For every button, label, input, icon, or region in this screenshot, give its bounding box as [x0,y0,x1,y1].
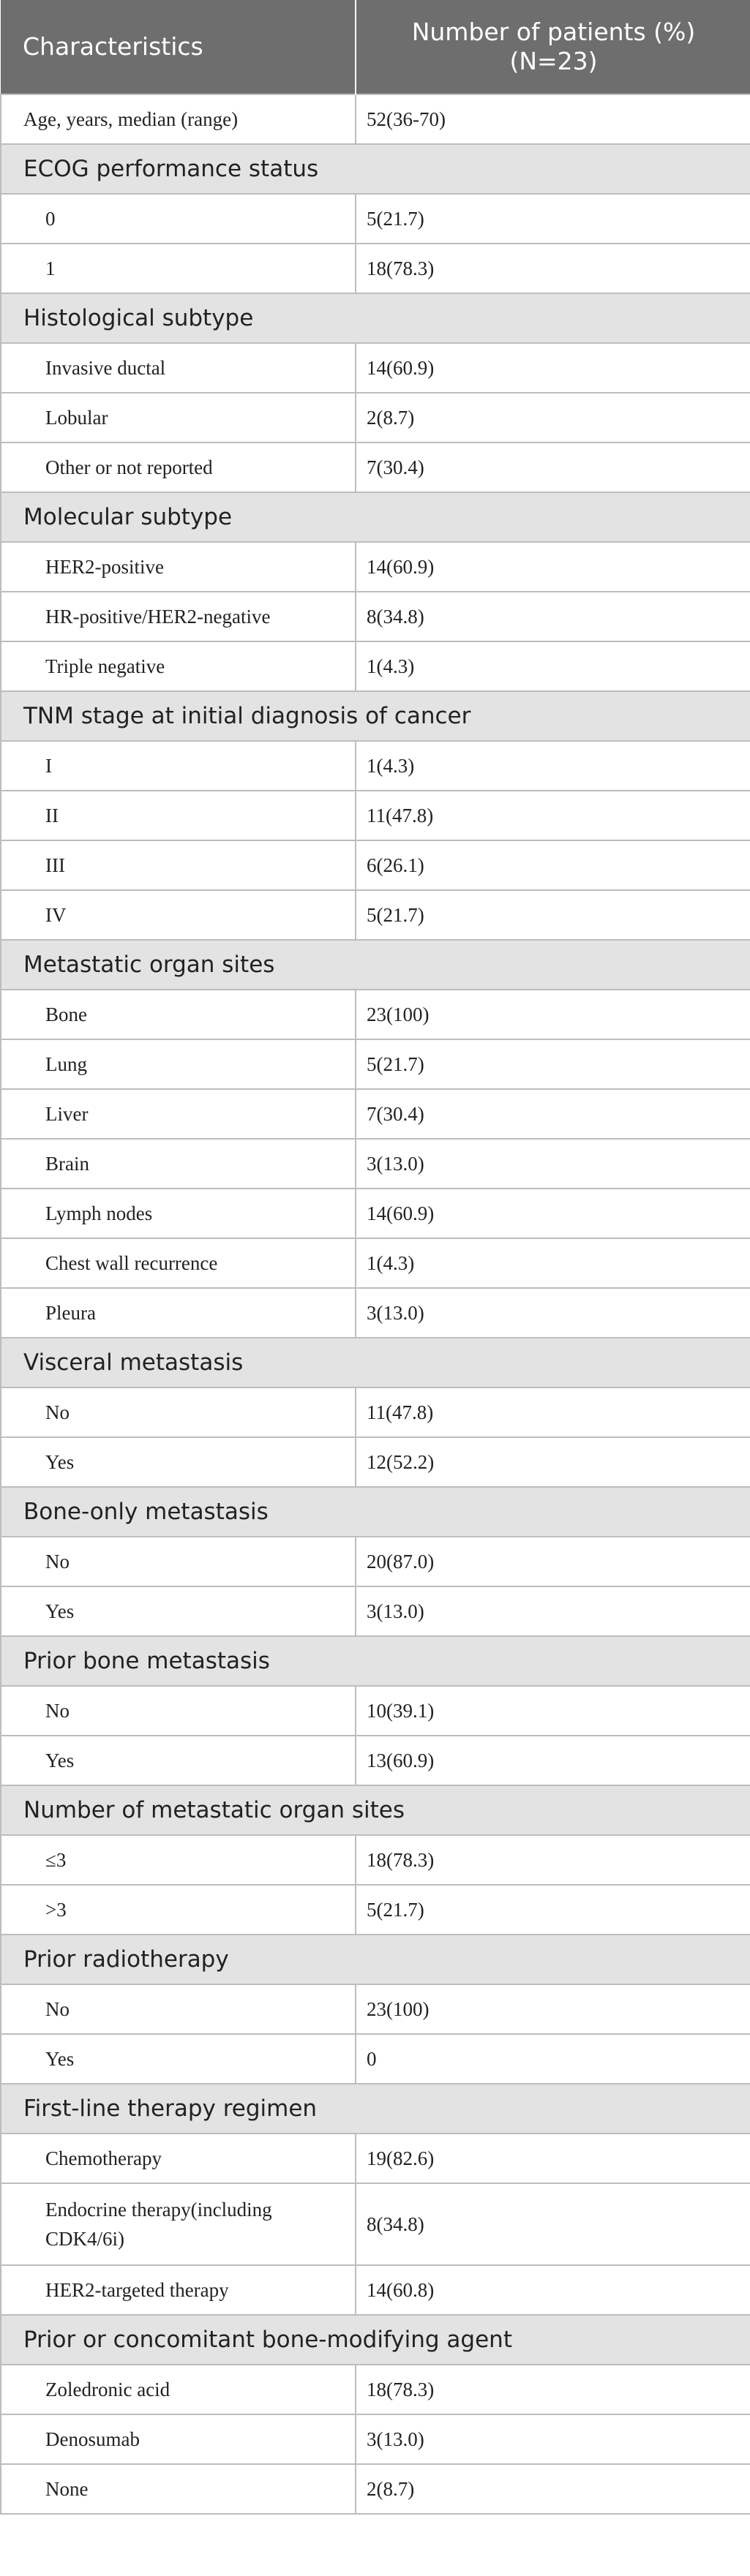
row-label: Yes [1,1736,356,1785]
section-header-row [1,1785,750,1835]
row-label: >3 [1,1885,356,1935]
row-value: 23(100) [356,1984,750,2034]
row-label: Lymph nodes [1,1189,356,1238]
table-body [1,94,750,2514]
section-title: TNM stage at initial diagnosis of cancer [1,691,750,741]
row-value: 8(34.8) [356,592,750,641]
table-row [1,343,750,393]
table-row-age [1,94,750,144]
row-value: 3(13.0) [356,1586,750,1636]
header-characteristics: Characteristics [1,0,356,94]
section-header-row [1,940,750,990]
row-label: HER2-positive [1,542,356,592]
section-title: Number of metastatic organ sites [1,1785,750,1835]
table-row [1,741,750,791]
row-value: 52(36-70) [356,94,750,144]
section-header-row [1,1636,750,1686]
row-label: 0 [1,194,356,244]
table-row [1,791,750,840]
table-row [1,194,750,244]
table-row [1,1586,750,1636]
table-row [1,542,750,592]
row-value: 0 [356,2034,750,2084]
row-label: Triple negative [1,641,356,691]
row-label: Zoledronic acid [1,2365,356,2414]
row-value: 11(47.8) [356,1387,750,1437]
row-label: Lung [1,1039,356,1089]
row-label: Other or not reported [1,442,356,492]
row-label: 1 [1,244,356,293]
row-value: 10(39.1) [356,1686,750,1736]
table-row [1,1686,750,1736]
row-value: 5(21.7) [356,194,750,244]
row-value: 7(30.4) [356,442,750,492]
row-value: 14(60.9) [356,542,750,592]
table-row [1,2365,750,2414]
section-title: Visceral metastasis [1,1338,750,1387]
table-row [1,1288,750,1338]
table-row [1,1039,750,1089]
table-row [1,2034,750,2084]
row-label: Endocrine therapy(including CDK4/6i) [1,2183,356,2265]
row-value: 18(78.3) [356,2365,750,2414]
row-label: Denosumab [1,2414,356,2464]
row-value: 1(4.3) [356,741,750,791]
table-header-row [1,0,750,94]
section-title: ECOG performance status [1,144,750,194]
table-row [1,1139,750,1189]
row-value: 14(60.9) [356,1189,750,1238]
table-row [1,1835,750,1885]
row-label: Brain [1,1139,356,1189]
row-value: 18(78.3) [356,244,750,293]
row-value: 3(13.0) [356,1288,750,1338]
row-label: Yes [1,1437,356,1487]
table-row [1,2183,750,2265]
row-label: HR-positive/HER2-negative [1,592,356,641]
section-header-row [1,1338,750,1387]
table-row [1,2464,750,2514]
section-header-row [1,2084,750,2134]
table-row [1,1736,750,1785]
row-label: Pleura [1,1288,356,1338]
row-value: 2(8.7) [356,393,750,442]
table-row [1,1189,750,1238]
section-title: Metastatic organ sites [1,940,750,990]
row-label: III [1,840,356,890]
row-value: 19(82.6) [356,2134,750,2183]
table-row [1,1238,750,1288]
header-number-line1: Number of patients (%) [411,18,696,46]
table-row [1,2265,750,2315]
section-header-row [1,2315,750,2365]
section-header-row [1,1487,750,1537]
row-label: IV [1,890,356,940]
table-row [1,244,750,293]
table-row [1,1537,750,1586]
row-label: Invasive ductal [1,343,356,393]
row-label: ≤3 [1,1835,356,1885]
table-row [1,840,750,890]
section-title: First-line therapy regimen [1,2084,750,2134]
row-label: HER2-targeted therapy [1,2265,356,2315]
header-number-line2: (N=23) [509,47,598,75]
row-value: 7(30.4) [356,1089,750,1139]
section-title: Bone-only metastasis [1,1487,750,1537]
row-value: 5(21.7) [356,1885,750,1935]
row-label: No [1,1984,356,2034]
row-value: 3(13.0) [356,2414,750,2464]
row-label: None [1,2464,356,2514]
row-value: 6(26.1) [356,840,750,890]
row-label: Bone [1,990,356,1039]
row-label: Yes [1,1586,356,1636]
row-label: Lobular [1,393,356,442]
row-value: 8(34.8) [356,2183,750,2265]
row-label: Chemotherapy [1,2134,356,2183]
section-title: Prior radiotherapy [1,1935,750,1984]
row-value: 1(4.3) [356,1238,750,1288]
table-row [1,1089,750,1139]
header-number-of-patients [356,0,750,94]
row-label: Chest wall recurrence [1,1238,356,1288]
table-row [1,592,750,641]
table-row [1,393,750,442]
section-header-row [1,293,750,343]
row-value: 11(47.8) [356,791,750,840]
row-label: No [1,1537,356,1586]
row-label: No [1,1387,356,1437]
table-row [1,442,750,492]
row-label: Yes [1,2034,356,2084]
row-value: 18(78.3) [356,1835,750,1885]
table-row [1,890,750,940]
row-value: 5(21.7) [356,1039,750,1089]
row-value: 20(87.0) [356,1537,750,1586]
section-title: Molecular subtype [1,492,750,542]
row-value: 5(21.7) [356,890,750,940]
table-row [1,641,750,691]
section-header-row [1,144,750,194]
section-header-row [1,492,750,542]
section-title: Histological subtype [1,293,750,343]
row-value: 14(60.9) [356,343,750,393]
row-value: 23(100) [356,990,750,1039]
section-header-row [1,691,750,741]
row-value: 2(8.7) [356,2464,750,2514]
table-row [1,1984,750,2034]
row-label: I [1,741,356,791]
table-row [1,2414,750,2464]
row-label: No [1,1686,356,1736]
table-row [1,1885,750,1935]
row-label: Age, years, median (range) [1,94,356,144]
section-title: Prior or concomitant bone-modifying agent [1,2315,750,2365]
table-row [1,1387,750,1437]
section-header-row [1,1935,750,1984]
row-value: 12(52.2) [356,1437,750,1487]
row-value: 3(13.0) [356,1139,750,1189]
row-label: Liver [1,1089,356,1139]
row-value: 13(60.9) [356,1736,750,1785]
row-label: II [1,791,356,840]
section-title: Prior bone metastasis [1,1636,750,1686]
row-value: 14(60.8) [356,2265,750,2315]
table-row [1,1437,750,1487]
table-row [1,990,750,1039]
row-value: 1(4.3) [356,641,750,691]
table-row [1,2134,750,2183]
